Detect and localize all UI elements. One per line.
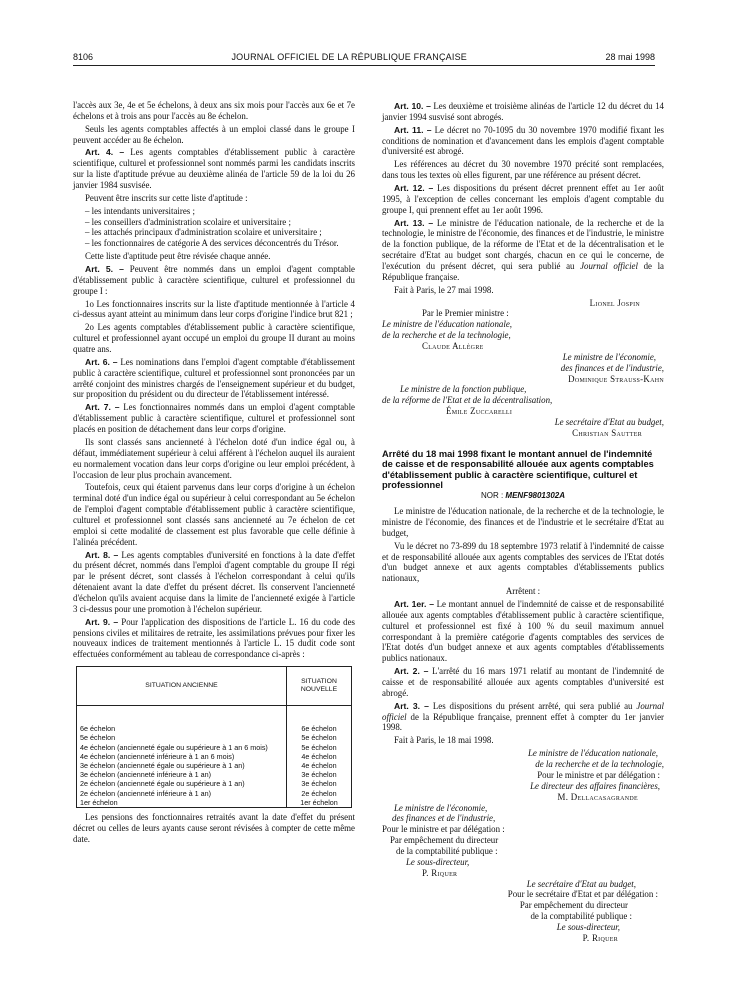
done-at: Fait à Paris, le 27 mai 1998. [394, 284, 494, 295]
page-number: 8106 [73, 52, 94, 62]
sig-role-line: des finances et de l'industrie, [392, 813, 496, 824]
nor-label: NOR : [480, 491, 506, 501]
arrete-article-3 [382, 701, 664, 734]
article-text: Les deuxième et troisième alinéas de l'article 12 du décret du 14 janvier 1994 susvisé sont abrogés. [382, 101, 664, 122]
sig-impediment: Par empêchement du directeur [519, 900, 628, 911]
article-label: Art. 2. – [394, 666, 429, 677]
left-column [73, 100, 355, 847]
sig-role [382, 395, 664, 406]
sig-role [382, 330, 664, 341]
table-row: 5e échelon [301, 733, 337, 743]
table-row: 3e échelon (ancienneté inférieure à 1 an) [80, 770, 212, 780]
paragraph: Le ministre de l'éducation nationale, de la recherche et de la technologie, le ministre de l'économie, des finances et de l'industrie et le secrétaire d'Etat au budget, [382, 506, 664, 538]
sig-impediment: de la comptabilité publique : [396, 845, 498, 856]
sig-role-line: Le sous-directeur, [406, 856, 470, 867]
article-11 [382, 125, 664, 158]
article-label: Art. 10. – [394, 101, 431, 111]
article-13 [382, 218, 664, 283]
sig-delegation: Pour le ministre et par délégation : [537, 769, 660, 780]
done-at: Fait à Paris, le 18 mai 1998. [394, 735, 494, 746]
table-header-new: SITUATION NOUVELLE [287, 667, 352, 706]
paragraph: Les références au décret du 30 novembre 1970 précité sont remplacées, dans tous les textes où elles figurent, par une référence au présent décret. [382, 159, 664, 181]
article-8 [73, 550, 355, 615]
sig-role-line: de la réforme de l'Etat et de la décentralisation, [382, 395, 553, 406]
new-situation-cell [287, 706, 352, 808]
article-label: Art. 7. – [85, 402, 120, 413]
table-row: 1er échelon [300, 797, 338, 807]
table-row: 4e échelon [301, 760, 337, 770]
sig-role [382, 417, 664, 428]
article-10 [382, 101, 664, 123]
sig-role [382, 781, 664, 792]
issue-date: 28 mai 1998 [605, 52, 655, 62]
sig-name: P. Riquer [582, 932, 618, 943]
article-label: Art. 6. – [85, 356, 118, 367]
table-row: 2e échelon (ancienneté égale ou supérieure à 1 an) [80, 779, 245, 789]
paragraph: l'accès aux 3e, 4e et 5e échelons, à deux ans six mois pour l'accès aux 6e et 7e échelons et à trois ans pour l'accès au 8e échelon. [73, 100, 355, 121]
sig-name: Claude Allègre [422, 341, 484, 352]
article-label: Art. 11. – [394, 124, 432, 135]
sig-role [382, 384, 664, 395]
sig-role [382, 813, 664, 824]
article-label: Art. 1er. – [394, 599, 434, 610]
article-label: Art. 12. – [394, 183, 434, 194]
table-row: 6e échelon [301, 724, 337, 734]
sig-role-line: de la recherche et de la technologie, [382, 330, 511, 341]
article-label: Art. 4. – [85, 147, 125, 158]
signature-pm: Lionel Jospin [589, 297, 640, 308]
arrete-title: Arrêté du 18 mai 1998 fixant le montant annuel de l'indemnité de caisse et de responsabilité allouée aux agents comptables d'établissement public à caractère scientifique, culturel et professionnel [382, 448, 654, 490]
paragraph: Cette liste d'aptitude peut être révisée chaque année. [85, 251, 271, 262]
sig-role [382, 748, 664, 759]
article-text: Les nominations dans l'emploi d'agent comptable d'établissement public à caractère scientifique, culturel et professionnel sont prononcées par un arrêté conjoint des ministres chargés de l'enseignement supérieur et du budget, sur proposition du président ou du directeur de l'établissement intéressé. [73, 356, 355, 400]
aptitude-list [73, 206, 355, 249]
article-12 [382, 183, 664, 216]
paragraph: 2o Les agents comptables d'établissement public à caractère scientifique, culturel et professionnel ayant occupé un emploi du groupe II durant au moins quatre ans. [73, 322, 355, 355]
article-label: Art. 3. – [394, 700, 429, 711]
journal-ref: Journal officiel [580, 261, 638, 272]
sig-role [382, 879, 664, 890]
article-text: Pour l'application des dispositions de l'article L. 16 du code des pensions civiles et militaires de retraite, les assimilations prévues pour fixer les nouveaux indices de traitement mentionnés à l'article L. 15 dudit code sont effectuées conformément au tableau de correspondance ci-après : [73, 616, 355, 660]
sig-role [382, 352, 664, 363]
sig-delegation: Pour le ministre et par délégation : [382, 824, 505, 835]
sig-role-line: Le directeur des affaires financières, [530, 780, 660, 791]
table-row: 6e échelon [80, 724, 116, 734]
table-row: 3e échelon (ancienneté égale ou supérieure à 1 an) [80, 760, 245, 770]
sig-role-line: de la recherche et de la technologie, [535, 759, 664, 770]
sig-role [382, 319, 664, 330]
sig-role [382, 363, 664, 374]
sig-role-line: Le secrétaire d'Etat au budget, [554, 417, 664, 428]
paragraph: Ils sont classés sans ancienneté à l'échelon doté d'un indice égal ou, à défaut, immédiatement supérieur à celui afférent à l'échelon auquel ils auraient eu normalement vocation dans leur corps d'origine ou leur emploi précédent, à l'occasion de leur plus prochain avancement. [73, 436, 355, 480]
sig-role [382, 922, 664, 933]
sig-role-line: Le sous-directeur, [556, 921, 620, 932]
article-text: Le ministre de l'éducation nationale, de la recherche et de la technologie, le ministre de l'économie, des finances et de l'industrie, le ministre de la fonction publique, de la réforme de l'Etat et de la décentralisation et le secrétaire d'Etat au budget sont chargés, chacun en ce qui le concerne, de l'exécution du présent décret, qui sera publié au [382, 217, 664, 272]
article-label: Art. 8. – [85, 549, 119, 560]
list-item: – les conseillers d'administration scolaire et universitaire ; [73, 217, 355, 228]
article-label: Art. 5. – [85, 264, 124, 275]
journal-title: JOURNAL OFFICIEL DE LA RÉPUBLIQUE FRANÇAISE [231, 52, 467, 62]
sig-delegation: Pour le secrétaire d'Etat et par délégation : [507, 889, 658, 900]
table-row: 5e échelon [301, 742, 337, 752]
arrete-article-2 [382, 666, 664, 699]
sig-role-line: des finances et de l'industrie, [560, 362, 664, 373]
table-row: 4e échelon (ancienneté égale ou supérieure à 1 an 6 mois) [80, 742, 268, 752]
sig-name: Émile Zuccarelli [446, 406, 513, 417]
paragraph: Toutefois, ceux qui étaient parvenus dans leur corps d'origine à un échelon terminal doté d'un indice égal ou supérieur à celui correspondant au 5e échelon de l'emploi d'agent comptable d'établissement public à caractère scientifique, culturel et professionnel sont classés sans ancienneté au 7e échelon de cet emploi si cette modalité de classement est plus favorable que celle définie à l'alinéa précédent. [73, 482, 355, 547]
nor-value: MENF9801302A [505, 491, 566, 501]
nor-reference [382, 491, 664, 501]
article-9 [73, 617, 355, 660]
paragraph: Seuls les agents comptables affectés à un emploi classé dans le groupe I peuvent accéder au 8e échelon. [73, 123, 355, 145]
arretent: Arrêtent : [505, 586, 541, 597]
table-header-old: SITUATION ANCIENNE [77, 667, 287, 706]
article-text: Les dispositions du présent arrêté, qui sera publié au [428, 700, 637, 711]
article-label: Art. 13. – [394, 217, 434, 228]
sig-impediment: de la comptabilité publique : [530, 911, 632, 922]
article-4 [73, 147, 355, 190]
running-header [73, 52, 655, 66]
table-row: 3e échelon [301, 770, 337, 780]
article-text: Le décret no 70-1095 du 30 novembre 1970 modifié fixant les conditions de nomination et d'avancement dans les emplois d'agent comptable d'université est abrogé. [382, 124, 664, 157]
signature-by: Par le Premier ministre : [422, 308, 509, 319]
table-row: 2e échelon [301, 788, 337, 798]
arrete-article-1 [382, 599, 664, 664]
table-row: 4e échelon (ancienneté inférieure à 1 an 6 mois) [80, 751, 235, 761]
sig-name: Dominique Strauss-Kahn [568, 373, 664, 384]
sig-role-line: Le ministre de l'éducation nationale, [382, 319, 512, 330]
table-row: 5e échelon [80, 733, 116, 743]
article-5 [73, 264, 355, 297]
paragraph: Les pensions des fonctionnaires retraités avant la date d'effet du présent décret ou celles de leurs ayants cause seront révisées à compter de cette même date. [73, 812, 355, 844]
article-text: Le montant annuel de l'indemnité de caisse et de responsabilité allouée aux agents comptables d'établissement public à caractère scientifique, culturel et professionnel est fixé à 100 % du seuil maximum annuel correspondant à la première catégorie d'agents comptables des services de l'Etat dotés d'un budget annexe et aux agents comptables d'établissements publics nationaux. [382, 599, 664, 664]
right-column [382, 101, 664, 944]
paragraph: Peuvent être inscrits sur cette liste d'aptitude : [85, 192, 248, 203]
sig-name: M. Dellacasagrande [557, 791, 638, 802]
table-row: 1er échelon [80, 797, 118, 807]
journal-ref: Journal officiel [382, 700, 664, 722]
article-text: Les agents comptables d'établissement public à caractère scientifique, culturel et professionnel sont nommés parmi les candidats inscrits sur la liste d'aptitude prévue au deuxième alinéa de l'article 59 de la loi du 26 janvier 1984 susvisée. [73, 147, 355, 191]
article-text: Les agents comptables d'université en fonctions à la date d'effet du présent décret, nommés dans l'emploi d'agent comptable du groupe II régi par le présent décret, sont classés à l'échelon correspondant à celui qu'ils détenaient avant la date d'effet du présent décret. Ils conservent l'ancienneté d'échelon qu'ils avaient acquise dans la limite de l'ancienneté exigée à l'article 3 ci-dessus pour une promotion à l'échelon supérieur. [73, 549, 355, 614]
article-7 [73, 402, 355, 435]
table-row: 2e échelon (ancienneté inférieure à 1 an) [80, 788, 212, 798]
table-row: 3e échelon [301, 779, 337, 789]
sig-role-line: Le ministre de l'éducation nationale, [528, 748, 658, 759]
article-text: Les fonctionnaires nommés dans un emploi d'agent comptable d'établissement public à caractère scientifique, culturel et professionnel sont placés en position de détachement dans leur corps d'origine. [73, 402, 355, 435]
sig-impediment: Par empêchement du directeur [390, 835, 499, 846]
correspondence-table [76, 666, 352, 808]
list-item: – les attachés principaux d'administration scolaire et universitaire ; [73, 227, 355, 238]
sig-role [382, 803, 664, 814]
article-text: Les dispositions du présent décret prennent effet au 1er août 1995, à l'exception de celles concernant les emplois d'agent comptable du groupe I, qui prennent effet au 1er août 1996. [382, 183, 664, 215]
paragraph: 1o Les fonctionnaires inscrits sur la liste d'aptitude mentionnée à l'article 4 ci-dessus ayant atteint au minimum dans leur corps d'origine l'indice brut 821 ; [73, 298, 355, 320]
article-text-end: de la République française. [382, 261, 664, 282]
list-item: – les fonctionnaires de catégorie A des services déconcentrés du Trésor. [73, 238, 355, 249]
article-text: L'arrêté du 16 mars 1971 relatif au montant de l'indemnité de caisse et de responsabilité allouée aux agents comptables d'université est abrogé. [382, 666, 664, 698]
article-label: Art. 9. – [85, 616, 119, 627]
sig-role-line: Le ministre de l'économie, [394, 802, 488, 813]
list-item: – les intendants universitaires ; [73, 206, 355, 217]
article-text: Peuvent être nommés dans un emploi d'agent comptable d'établissement public à caractère scientifique, culturel et professionnel du groupe I : [73, 264, 355, 296]
sig-role [382, 759, 664, 770]
article-6 [73, 357, 355, 400]
sig-role-line: Le ministre de la fonction publique, [400, 384, 527, 395]
article-text-end: de la République française, prennent effet à compter du 1er janvier 1998. [382, 711, 664, 733]
sig-role-line: Le secrétaire d'Etat au budget, [526, 878, 636, 889]
sig-role [382, 857, 664, 868]
sig-name: P. Riquer [422, 867, 458, 878]
sig-name: Christian Sautter [572, 427, 642, 438]
table-row: 4e échelon [301, 751, 337, 761]
sig-role-line: Le ministre de l'économie, [562, 351, 656, 362]
old-situation-cell [77, 706, 287, 808]
paragraph: Vu le décret no 73-899 du 18 septembre 1973 relatif à l'indemnité de caisse et de responsabilité allouée aux agents comptables des services de l'Etat dotés d'un budget annexe et aux agents comptables d'établissements publics nationaux, [382, 540, 664, 584]
